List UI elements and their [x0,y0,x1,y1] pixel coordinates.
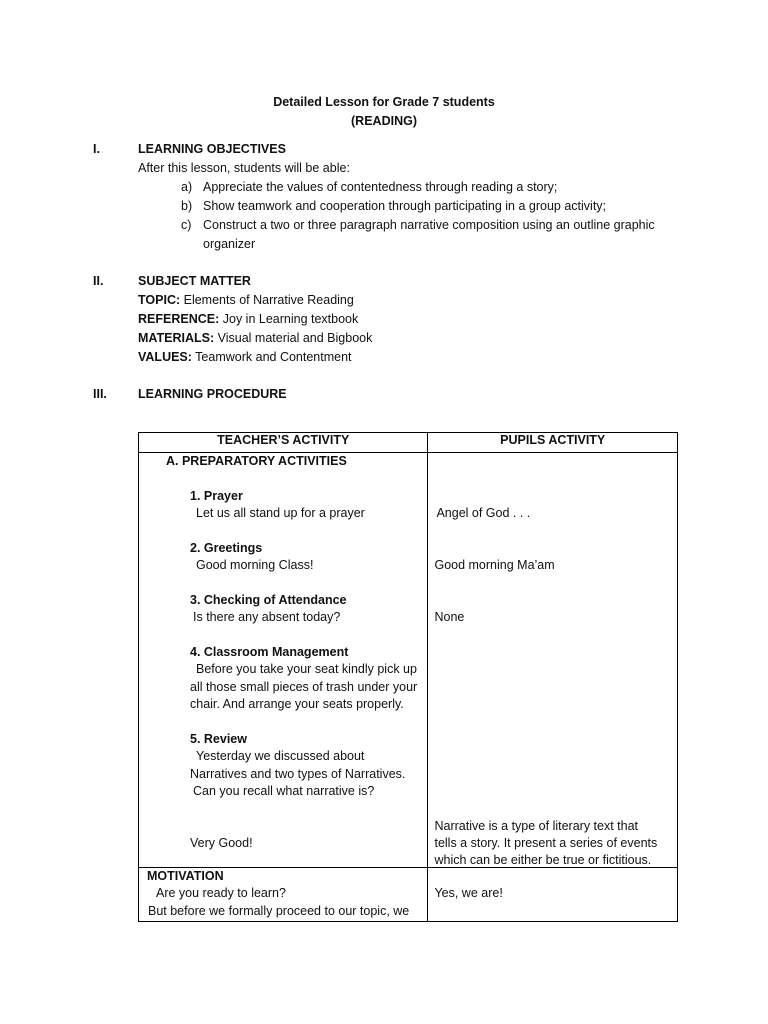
document-title: Detailed Lesson for Grade 7 students [273,95,495,109]
teacher-line: Are you ready to learn? [156,886,286,900]
teacher-line: But before we formally proceed to our topic, we [148,904,410,918]
objective-text: Show teamwork and cooperation through participating in a group activity; [203,199,607,213]
preparatory-heading: A. PREPARATORY ACTIVITIES [166,454,347,468]
document-subtitle: (READING) [351,114,417,128]
section-number: I. [93,142,100,156]
pupils-activity-cell [428,453,678,868]
teacher-line: Very Good! [190,836,253,850]
column-header-teacher: TEACHER’S ACTIVITY [139,433,428,453]
teacher-line: Narratives and two types of Narratives. [190,767,406,781]
pupils-activity-cell [428,868,678,922]
table-row [139,868,678,922]
pupil-response: Yes, we are! [434,886,503,900]
objective-text-continued: organizer [203,237,256,251]
objectives-intro: After this lesson, students will be able: [138,161,350,175]
subject-field-values [138,350,352,364]
subject-field-reference [138,312,358,326]
field-key: MATERIALS: [138,331,215,345]
activity-step: 3. Checking of Attendance [190,593,347,607]
subject-field-topic [138,293,354,307]
activity-step: 5. Review [190,732,247,746]
teacher-activity-cell [139,868,428,922]
teacher-line: Yesterday we discussed about [196,749,365,763]
field-value: Teamwork and Contentment [191,350,352,364]
motivation-heading: MOTIVATION [147,869,224,883]
teacher-line: Good morning Class! [196,558,314,572]
teacher-line: Before you take your seat kindly pick up [196,662,417,676]
teacher-line: Can you recall what narrative is? [193,784,375,798]
activity-step: 2. Greetings [190,541,263,555]
field-key: TOPIC: [138,293,181,307]
teacher-line: all those small pieces of trash under your [190,680,418,694]
objective-text: Appreciate the values of contentedness through reading a story; [203,180,558,194]
teacher-line: chair. And arrange your seats properly. [190,697,404,711]
table-row [139,453,678,868]
objective-letter: b) [181,199,193,213]
procedure-table [138,432,678,922]
section-heading: LEARNING OBJECTIVES [138,142,286,156]
field-key: VALUES: [138,350,192,364]
pupil-response: which can be either be true or fictitious. [434,853,652,867]
pupil-response: Good morning Ma’am [434,558,555,572]
section-heading: LEARNING PROCEDURE [138,387,287,401]
pupil-response: Angel of God . . . [436,506,531,520]
field-value: Elements of Narrative Reading [180,293,354,307]
pupil-response: None [434,610,465,624]
activity-step: 4. Classroom Management [190,645,349,659]
teacher-line: Let us all stand up for a prayer [196,506,365,520]
field-key: REFERENCE: [138,312,220,326]
column-header-pupils: PUPILS ACTIVITY [428,433,678,453]
subject-field-materials [138,331,372,345]
field-value: Joy in Learning textbook [219,312,359,326]
activity-step: 1. Prayer [190,489,243,503]
teacher-line: Is there any absent today? [193,610,341,624]
pupil-response: tells a story. It present a series of events [434,836,658,850]
pupil-response: Narrative is a type of literary text that [434,819,639,833]
field-value: Visual material and Bigbook [214,331,373,345]
objective-letter: c) [181,218,192,232]
objective-letter: a) [181,180,193,194]
table-header-row [139,433,678,453]
section-number: III. [93,387,107,401]
section-heading: SUBJECT MATTER [138,274,251,288]
objective-text: Construct a two or three paragraph narrative composition using an outline graphic [203,218,655,232]
teacher-activity-cell [139,453,428,868]
section-number: II. [93,274,104,288]
